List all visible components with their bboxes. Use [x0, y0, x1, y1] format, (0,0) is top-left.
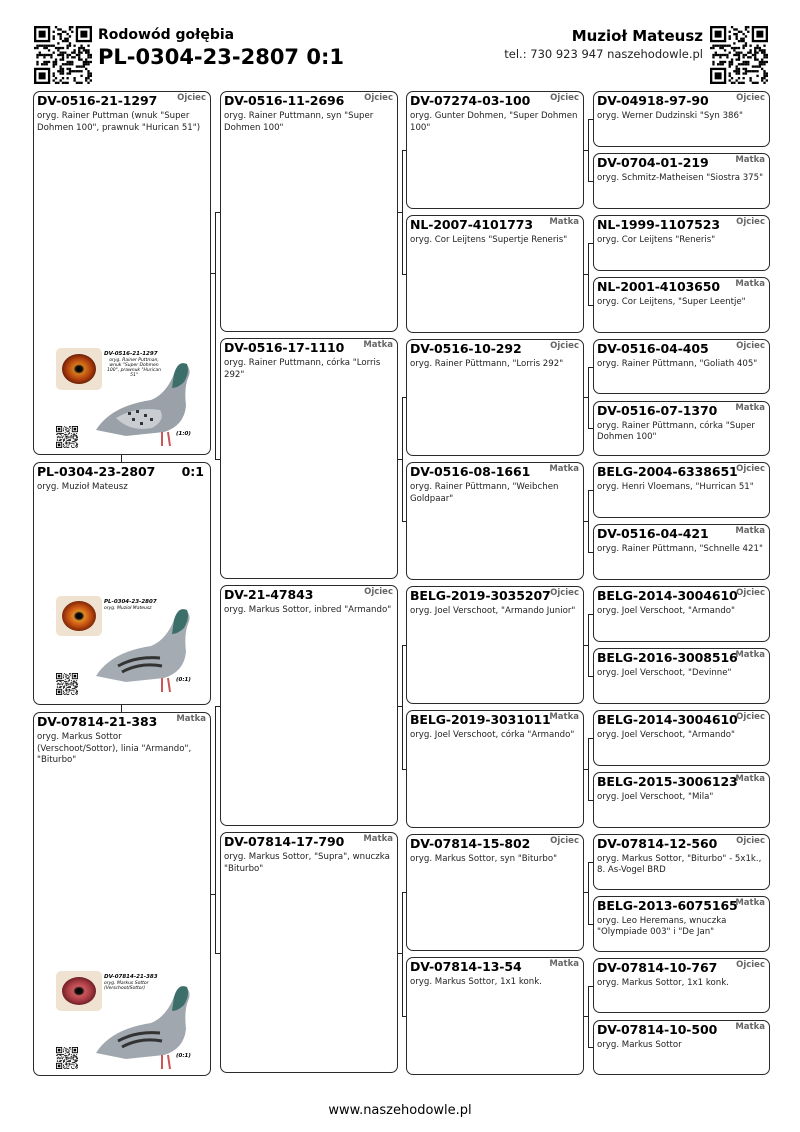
pigeon-description: oryg. Rainer Püttmann, córka "Super Dohmen 100" — [597, 420, 755, 442]
sex-label: Ojciec — [736, 93, 765, 103]
pigeon-description: oryg. Markus Sottor, syn "Biturbo" — [410, 853, 558, 864]
ring-number: DV-07814-13-54 — [410, 959, 522, 975]
pigeon-description: oryg. Markus Sottor, 1x1 konk. — [597, 977, 729, 988]
pigeon-description: oryg. Rainer Püttmann, "Weibchen Goldpaar" — [410, 482, 559, 504]
sex-label: Ojciec — [550, 835, 579, 846]
pigeon-description: oryg. Schmitz-Matheisen "Siostra 375" — [597, 172, 764, 183]
pigeon-description: oryg. Rainer Puttman (wnuk "Super Dohmen 100", prawnuk "Hurican 51") — [37, 111, 201, 133]
pigeon-description: oryg. Joel Verschoot, "Devinne" — [597, 668, 732, 679]
sex-label: Ojciec — [550, 588, 579, 598]
pigeon-description: oryg. Cor Leijtens, "Super Leentje" — [597, 296, 746, 307]
ring-number: DV-21-47843 — [224, 587, 314, 602]
pigeon-description: oryg. Joel Verschoot, "Mila" — [597, 791, 714, 802]
connector-line — [402, 892, 403, 1016]
qr-code-right — [710, 26, 768, 84]
sex-label: Ojciec — [177, 93, 206, 103]
gen2-card — [220, 338, 398, 579]
photo-caption-desc: oryg. Markus Sottor (Verschoot/Sottor) — [104, 981, 149, 991]
sex-label: Ojciec — [736, 216, 765, 227]
sex-label: Ojciec — [736, 959, 765, 970]
gen4-card — [593, 958, 770, 1014]
pigeon-description: oryg. Rainer Puttmann, syn "Super Dohmen 100" — [224, 111, 374, 133]
ring-number: DV-04918-97-90 — [597, 93, 709, 108]
ring-number: NL-2007-4101773 — [410, 216, 533, 232]
ring-number: BELG-2016-3008516 — [597, 650, 738, 666]
ring-number: DV-07814-10-767 — [597, 959, 718, 975]
subject-description: oryg. Muzioł Mateusz — [37, 482, 128, 492]
ring-number: BELG-2014-3004610 — [597, 588, 738, 604]
pigeon-description: oryg. Gunter Dohmen, "Super Dohmen 100" — [410, 111, 578, 133]
connector-line — [588, 614, 589, 676]
gen4-card — [593, 339, 770, 395]
pigeon-description: oryg. Markus Sottor — [597, 1039, 682, 1050]
gen4-card — [593, 586, 770, 642]
sex-label: Matka — [735, 650, 765, 661]
connector-line — [588, 367, 589, 429]
ring-number: DV-07814-10-500 — [597, 1021, 718, 1037]
sex-label: Ojciec — [736, 340, 765, 351]
gen3-card — [406, 91, 584, 209]
sex-label: Matka — [735, 526, 765, 537]
ring-number: DV-0704-01-219 — [597, 154, 709, 170]
ring-number: DV-07814-21-383 — [37, 714, 158, 729]
connector-line — [588, 986, 589, 1048]
ring-number: BELG-2004-6338651 — [597, 464, 738, 480]
gen4-card — [593, 710, 770, 766]
footer-url: www.naszehodowle.pl — [328, 1103, 472, 1118]
sex-label: Ojciec — [736, 464, 765, 475]
photo-caption-desc: oryg. Muzioł Mateusz — [104, 606, 152, 611]
ring-number: DV-0516-11-2696 — [224, 93, 345, 108]
connector-line — [588, 738, 589, 800]
sex-label: Matka — [549, 711, 579, 722]
pigeon-description: oryg. Markus Sottor, "Supra", wnuczka "Biturbo" — [224, 852, 390, 874]
sex-label: Ojciec — [550, 340, 579, 351]
gen4-card — [593, 462, 770, 518]
sex-label: Matka — [363, 340, 393, 350]
pigeon-description: oryg. Markus Sottor (Verschoot/Sottor), linia "Armando", "Biturbo" — [37, 732, 192, 765]
ring-number: BELG-2019-3035207 — [410, 588, 551, 603]
sex-label: Matka — [363, 834, 393, 844]
pigeon-description: oryg. Joel Verschoot, córka "Armando" — [410, 729, 575, 740]
sex-label: Matka — [735, 402, 765, 413]
sex-label: Matka — [735, 897, 765, 908]
ring-number: DV-07814-15-802 — [410, 835, 531, 851]
gen3-card — [406, 834, 584, 952]
ring-number: DV-0516-07-1370 — [597, 402, 718, 418]
pigeon-description: oryg. Rainer Puttmann, córka "Lorris 292" — [224, 358, 381, 380]
connector-line — [588, 490, 589, 552]
connector-line — [215, 212, 216, 459]
pigeon-description: oryg. Werner Dudzinski "Syn 386" — [597, 111, 743, 121]
sex-label: Matka — [735, 278, 765, 289]
gen4-card — [593, 153, 770, 209]
gen4-card — [593, 401, 770, 457]
subject-ring-number: PL-0304-23-2807 — [37, 464, 156, 479]
ring-number: DV-0516-17-1110 — [224, 340, 345, 355]
pigeon-description: oryg. Leo Heremans, wnuczka "Olympiade 003" i "De Jan" — [597, 915, 727, 938]
gen3-card — [406, 710, 584, 828]
sex-label: Ojciec — [364, 587, 393, 597]
sex-label: Matka — [176, 714, 206, 724]
photo-tag: (1:0) — [176, 431, 191, 437]
ring-number: DV-0516-10-292 — [410, 340, 522, 356]
gen2-card — [220, 832, 398, 1073]
father-card — [33, 91, 211, 455]
photo-caption-ring: DV-07814-21-383 — [104, 974, 158, 980]
gen4-card — [593, 896, 770, 952]
ring-number: BELG-2014-3004610 — [597, 712, 738, 727]
ring-number: DV-0516-04-405 — [597, 340, 709, 356]
sex-label: Ojciec — [736, 835, 765, 846]
ring-number: DV-07814-12-560 — [597, 835, 718, 851]
pigeon-description: oryg. Markus Sottor, inbred "Armando" — [224, 605, 392, 615]
ring-number: DV-07814-17-790 — [224, 834, 345, 849]
photo-qr-code — [56, 673, 78, 695]
ring-number: NL-2001-4103650 — [597, 278, 720, 294]
pigeon-description: oryg. Joel Verschoot, "Armando" — [597, 730, 735, 740]
pigeon-description: oryg. Rainer Püttmann, "Goliath 405" — [597, 358, 758, 369]
photo-tag: (0:1) — [176, 677, 191, 683]
gen3-card — [406, 215, 584, 333]
sex-label: Ojciec — [364, 93, 393, 103]
ring-number: DV-0516-08-1661 — [410, 464, 531, 480]
pigeon-description: oryg. Cor Leijtens "Reneris" — [597, 234, 716, 245]
gen4-card — [593, 648, 770, 704]
subject-sex-code: 0:1 — [181, 464, 204, 479]
sex-label: Matka — [549, 464, 579, 475]
pigeon-description: oryg. Cor Leijtens "Supertje Reneris" — [410, 234, 568, 245]
gen3-card — [406, 462, 584, 580]
sex-label: Matka — [735, 154, 765, 165]
sex-label: Ojciec — [736, 712, 765, 722]
sex-label: Matka — [549, 216, 579, 227]
gen4-card — [593, 772, 770, 828]
connector-line — [402, 397, 403, 521]
connector-line — [121, 705, 122, 712]
ring-number: DV-0516-04-421 — [597, 526, 709, 542]
ring-number: DV-0516-21-1297 — [37, 93, 158, 108]
connector-line — [402, 150, 403, 274]
pigeon-description: oryg. Markus Sottor, "Biturbo" - 5x1k., 8. As-Vogel BRD — [597, 853, 762, 876]
sex-label: Matka — [735, 1021, 765, 1032]
gen2-card — [220, 585, 398, 826]
connector-line — [588, 243, 589, 305]
subject-card — [33, 462, 211, 705]
qr-code-left — [34, 26, 92, 84]
pedigree-ring-title: PL-0304-23-2807 0:1 — [98, 45, 344, 69]
sex-label: Ojciec — [550, 93, 579, 103]
pigeon-description: oryg. Rainer Püttmann, "Schnelle 421" — [597, 544, 763, 555]
sex-label: Ojciec — [736, 588, 765, 599]
pigeon-description: oryg. Markus Sottor, 1x1 konk. — [410, 977, 542, 988]
connector-line — [588, 862, 589, 924]
pedigree-subtitle: Rodowód gołębia — [98, 27, 235, 43]
connector-line — [215, 706, 216, 953]
mother-card — [33, 712, 211, 1076]
ring-number: BELG-2013-6075165 — [597, 897, 738, 913]
photo-caption-desc: oryg. Rainer Puttman, wnuk "Super Dohmen 100", prawnuk "Hurican 51" — [107, 358, 161, 378]
photo-caption-ring: PL-0304-23-2807 — [104, 599, 157, 605]
ring-number: BELG-2019-3031011 — [410, 711, 551, 727]
gen4-card — [593, 215, 770, 271]
photo-qr-code — [56, 1047, 78, 1069]
owner-contact: tel.: 730 923 947 naszehodowle.pl — [504, 47, 703, 61]
gen3-card — [406, 339, 584, 457]
sex-label: Matka — [735, 773, 765, 784]
photo-tag: (0:1) — [176, 1053, 191, 1059]
pigeon-description: oryg. Rainer Püttmann, "Lorris 292" — [410, 358, 564, 369]
pigeon-description: oryg. Joel Verschoot, "Armando Junior" — [410, 606, 576, 616]
ring-number: DV-07274-03-100 — [410, 93, 531, 108]
connector-line — [402, 645, 403, 769]
owner-name: Muzioł Mateusz — [571, 27, 703, 45]
gen3-card — [406, 957, 584, 1075]
gen3-card — [406, 586, 584, 704]
pigeon-description: oryg. Henri Vloemans, "Hurrican 51" — [597, 482, 754, 493]
ring-number: NL-1999-1107523 — [597, 216, 720, 232]
gen4-card — [593, 834, 770, 890]
gen2-card — [220, 91, 398, 332]
gen4-card — [593, 91, 770, 147]
sex-label: Matka — [549, 959, 579, 970]
gen4-card — [593, 277, 770, 333]
gen4-card — [593, 524, 770, 580]
photo-qr-code — [56, 426, 78, 448]
gen4-card — [593, 1020, 770, 1076]
connector-line — [588, 119, 589, 181]
connector-line — [121, 455, 122, 462]
ring-number: BELG-2015-3006123 — [597, 773, 738, 789]
photo-caption-ring: DV-0516-21-1297 — [104, 351, 158, 357]
pigeon-description: oryg. Joel Verschoot, "Armando" — [597, 606, 735, 617]
